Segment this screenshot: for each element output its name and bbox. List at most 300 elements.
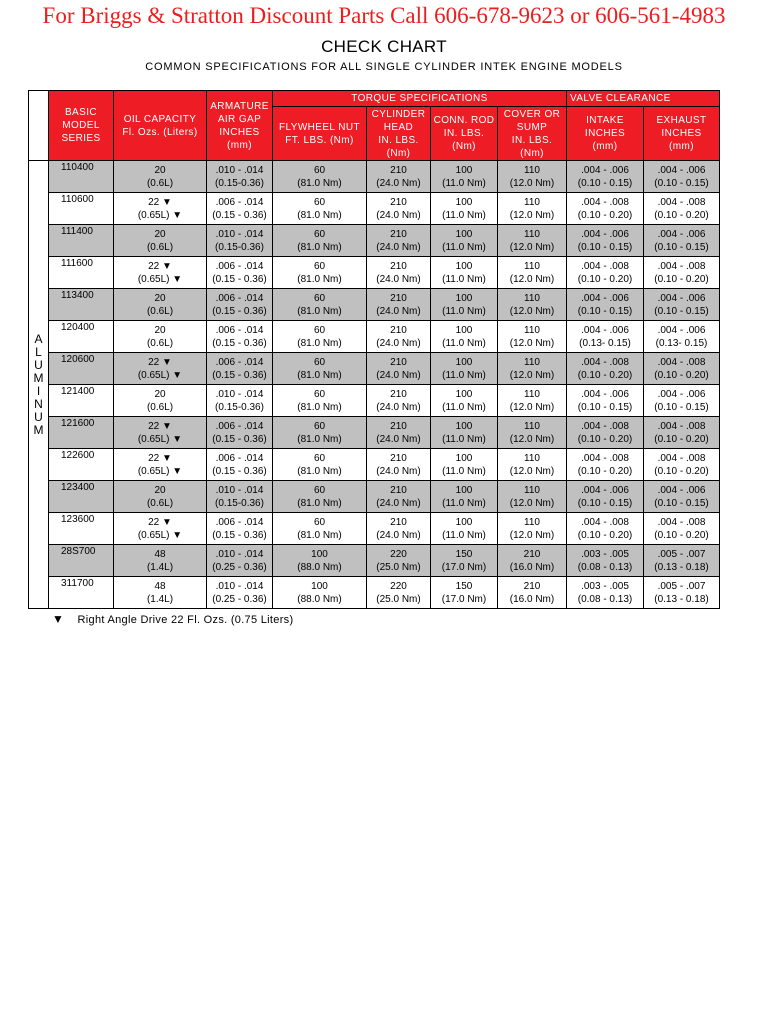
table-cell: [207, 449, 273, 481]
cell-metric: (12.0 Nm): [509, 465, 555, 477]
cell-metric: (16.0 Nm): [509, 561, 555, 573]
cell-metric: (17.0 Nm): [441, 593, 487, 605]
cell-value: 110: [524, 452, 540, 464]
table-cell: [49, 225, 114, 257]
cell-metric: (24.0 Nm): [376, 433, 421, 445]
cell-metric: (0.10 - 0.20): [577, 465, 633, 477]
cell-value: .004 - .006: [657, 484, 706, 496]
cell-value: 22 ▼: [148, 452, 172, 464]
cell-metric: (12.0 Nm): [509, 497, 555, 509]
cell-value: 210: [390, 516, 407, 528]
cell-value: 110: [524, 356, 540, 368]
table-cell: [498, 289, 567, 321]
table-cell: [431, 577, 498, 609]
cell-value: 210: [390, 260, 407, 272]
col-header-line: CONN. ROD: [433, 115, 495, 126]
cell-metric: (0.10 - 0.15): [654, 305, 709, 317]
cell-metric: (0.10 - 0.20): [577, 369, 633, 381]
cell-metric: (0.65L) ▼: [137, 209, 183, 221]
table-cell: [431, 193, 498, 225]
col-header-line: FT. LBS. (Nm): [285, 134, 354, 146]
cell-metric: (81.0 Nm): [297, 177, 342, 189]
cell-metric: (88.0 Nm): [297, 561, 342, 573]
cell-metric: (0.15 - 0.36): [212, 465, 267, 477]
table-cell: [431, 257, 498, 289]
cell-metric: (0.15 - 0.36): [212, 529, 267, 541]
cell-value: .010 - .014: [215, 228, 264, 240]
table-cell: [567, 577, 644, 609]
table-cell: [207, 321, 273, 353]
cell-metric: (0.08 - 0.13): [577, 593, 633, 605]
cell-value: 60: [313, 324, 326, 336]
table-cell: [644, 385, 720, 417]
table-cell: [644, 193, 720, 225]
table-cell: [567, 257, 644, 289]
table-cell: [207, 193, 273, 225]
table-cell: [431, 225, 498, 257]
col-header-cylinder-head: [367, 107, 431, 161]
col-header-line: AIR GAP: [217, 113, 262, 125]
cell-metric: (0.15 - 0.36): [212, 305, 267, 317]
table-cell: [207, 481, 273, 513]
table-cell: [567, 289, 644, 321]
table-cell: [644, 257, 720, 289]
col-header-line: INCHES: [661, 128, 702, 139]
cell-value: .003 - .005: [581, 548, 629, 560]
cell-metric: (0.10 - 0.20): [654, 209, 709, 221]
cell-metric: (11.0 Nm): [442, 497, 486, 509]
cell-value: 122600: [61, 450, 95, 461]
cell-metric: (11.0 Nm): [442, 401, 486, 413]
cell-value: .010 - .014: [215, 580, 264, 592]
cell-value: 48: [154, 548, 166, 560]
table-cell: [644, 545, 720, 577]
cell-value: 123400: [61, 482, 95, 493]
side-label-letter: U: [34, 409, 43, 424]
cell-value: 60: [313, 516, 326, 528]
cell-value: 28S700: [61, 546, 96, 557]
cell-value: 210: [390, 420, 407, 432]
table-cell: [431, 481, 498, 513]
cell-value: 121400: [61, 386, 95, 397]
cell-value: .004 - .008: [581, 420, 629, 432]
col-header-line: INCHES: [584, 128, 626, 139]
table-cell: [644, 353, 720, 385]
cell-metric: (24.0 Nm): [376, 273, 421, 285]
table-cell: [498, 481, 567, 513]
cell-metric: (0.15 - 0.36): [212, 369, 267, 381]
cell-value: .004 - .008: [581, 356, 629, 368]
table-cell: [567, 193, 644, 225]
table-cell: [367, 353, 431, 385]
cell-value: 210: [390, 484, 407, 496]
cell-value: 210: [390, 452, 407, 464]
cell-value: 100: [455, 196, 473, 208]
cell-value: .006 - .014: [215, 420, 264, 432]
cell-value: 110: [524, 420, 540, 432]
cell-value: .004 - .008: [657, 356, 706, 368]
table-row: [29, 417, 720, 449]
cell-metric: (81.0 Nm): [297, 529, 342, 541]
cell-value: 60: [313, 164, 326, 176]
col-header-line: BASIC: [64, 107, 97, 118]
cell-metric: (0.10 - 0.15): [654, 177, 709, 189]
table-cell: [431, 385, 498, 417]
cell-metric: (24.0 Nm): [376, 241, 421, 253]
cell-value: 110: [524, 260, 540, 272]
table-cell: [567, 513, 644, 545]
cell-value: .006 - .014: [215, 356, 264, 368]
table-cell: [431, 513, 498, 545]
table-cell: [49, 545, 114, 577]
table-cell: [49, 161, 114, 193]
cell-metric: (11.0 Nm): [442, 369, 486, 381]
table-row: [29, 321, 720, 353]
table-cell: [644, 449, 720, 481]
cell-metric: (24.0 Nm): [376, 465, 421, 477]
table-cell: [273, 417, 367, 449]
cell-metric: (81.0 Nm): [297, 273, 342, 285]
table-row: [29, 481, 720, 513]
cell-metric: (24.0 Nm): [376, 529, 421, 541]
cell-value: 22 ▼: [148, 356, 172, 368]
cell-metric: (0.10 - 0.15): [577, 497, 633, 509]
cell-value: .004 - .006: [581, 388, 629, 400]
cell-metric: (1.4L): [146, 561, 174, 573]
cell-value: 110: [524, 196, 540, 208]
table-cell: [273, 161, 367, 193]
table-cell: [498, 385, 567, 417]
cell-value: 22 ▼: [148, 196, 172, 208]
cell-value: .004 - .008: [657, 452, 706, 464]
table-cell: [273, 449, 367, 481]
cell-value: 210: [523, 580, 541, 592]
cell-metric: (12.0 Nm): [509, 209, 555, 221]
cell-value: 110400: [61, 162, 94, 173]
side-label-letter: I: [36, 383, 41, 398]
table-cell: [431, 321, 498, 353]
cell-metric: (11.0 Nm): [442, 337, 486, 349]
cell-value: 120600: [61, 354, 95, 365]
table-cell: [114, 385, 207, 417]
cell-value: 100: [455, 388, 473, 400]
col-header-flywheel: [273, 107, 367, 161]
table-cell: [498, 321, 567, 353]
table-cell: [114, 449, 207, 481]
cell-metric: (0.15 - 0.36): [212, 209, 267, 221]
table-cell: [498, 193, 567, 225]
table-row: [29, 577, 720, 609]
cell-value: .004 - .006: [581, 228, 629, 240]
cell-metric: (24.0 Nm): [376, 177, 421, 189]
col-header-armature: [207, 91, 273, 161]
cell-value: 311700: [61, 578, 94, 589]
cell-value: 210: [390, 324, 407, 336]
cell-metric: (11.0 Nm): [442, 465, 486, 477]
cell-value: .010 - .014: [215, 164, 264, 176]
table-cell: [114, 513, 207, 545]
spec-table: [28, 90, 720, 609]
table-cell: [644, 161, 720, 193]
cell-metric: (24.0 Nm): [376, 337, 421, 349]
cell-value: .005 - .007: [657, 580, 706, 592]
cell-metric: (12.0 Nm): [509, 529, 555, 541]
table-cell: [273, 289, 367, 321]
table-cell: [644, 513, 720, 545]
cell-metric: (12.0 Nm): [509, 401, 555, 413]
cell-metric: (0.6L): [146, 337, 174, 349]
cell-metric: (0.25 - 0.36): [212, 593, 267, 605]
cell-value: 100: [455, 164, 473, 176]
table-cell: [567, 321, 644, 353]
table-cell: [207, 577, 273, 609]
table-cell: [498, 225, 567, 257]
cell-metric: (0.10 - 0.20): [654, 273, 709, 285]
table-cell: [644, 321, 720, 353]
cell-metric: (0.10 - 0.15): [577, 305, 633, 317]
cell-metric: (0.65L) ▼: [137, 433, 183, 445]
cell-metric: (0.15 - 0.36): [212, 337, 267, 349]
cell-metric: (0.10 - 0.20): [654, 529, 709, 541]
cell-value: 60: [313, 452, 326, 464]
cell-metric: (12.0 Nm): [509, 241, 555, 253]
table-cell: [498, 257, 567, 289]
col-header-line: (Nm): [386, 147, 411, 159]
cell-metric: (24.0 Nm): [376, 401, 421, 413]
cell-metric: (0.10 - 0.15): [577, 241, 633, 253]
cell-metric: (16.0 Nm): [509, 593, 555, 605]
cell-value: 210: [390, 292, 407, 304]
cell-value: 20: [154, 292, 166, 304]
table-row: [29, 161, 720, 193]
cell-value: 100: [455, 484, 473, 496]
table-row: [29, 225, 720, 257]
cell-metric: (0.10 - 0.15): [654, 497, 709, 509]
table-cell: [49, 321, 114, 353]
group-header-valve: VALVE CLEARANCE: [567, 91, 720, 107]
table-cell: [367, 321, 431, 353]
group-header-torque: TORQUE SPECIFICATIONS: [273, 91, 567, 107]
table-cell: [114, 257, 207, 289]
table-cell: [114, 577, 207, 609]
table-cell: [498, 577, 567, 609]
cell-metric: (0.10 - 0.20): [654, 465, 709, 477]
table-cell: [49, 481, 114, 513]
material-side-label: [29, 161, 49, 609]
table-cell: [273, 353, 367, 385]
cell-value: 100: [455, 228, 473, 240]
cell-value: 60: [313, 196, 326, 208]
cell-metric: (81.0 Nm): [297, 209, 342, 221]
cell-metric: (0.65L) ▼: [137, 465, 183, 477]
cell-metric: (0.6L): [146, 241, 174, 253]
table-cell: [273, 513, 367, 545]
table-cell: [49, 193, 114, 225]
table-cell: [367, 193, 431, 225]
cell-value: .004 - .008: [657, 260, 706, 272]
cell-value: 111400: [61, 226, 93, 237]
table-cell: [367, 385, 431, 417]
cell-metric: (0.6L): [146, 305, 174, 317]
cell-metric: (12.0 Nm): [509, 305, 555, 317]
cell-metric: (0.65L) ▼: [137, 273, 183, 285]
table-cell: [273, 481, 367, 513]
table-cell: [567, 353, 644, 385]
cell-value: 22 ▼: [148, 260, 172, 272]
cell-value: .004 - .008: [581, 452, 629, 464]
cell-value: 22 ▼: [148, 420, 172, 432]
cell-value: .010 - .014: [215, 484, 264, 496]
col-header-line: INCHES: [219, 126, 260, 138]
cell-metric: (11.0 Nm): [442, 209, 486, 221]
table-cell: [207, 289, 273, 321]
table-cell: [498, 417, 567, 449]
cell-metric: (0.13- 0.15): [655, 337, 708, 349]
cell-metric: (0.10 - 0.20): [577, 273, 633, 285]
cell-value: .004 - .006: [657, 228, 706, 240]
cell-metric: (81.0 Nm): [297, 401, 342, 413]
table-cell: [49, 449, 114, 481]
cell-value: 100: [311, 580, 328, 592]
cell-value: 60: [313, 388, 326, 400]
col-header-line: HEAD: [383, 121, 414, 133]
table-cell: [498, 353, 567, 385]
table-cell: [367, 417, 431, 449]
cell-metric: (24.0 Nm): [376, 209, 421, 221]
table-cell: [567, 545, 644, 577]
cell-metric: (24.0 Nm): [376, 305, 421, 317]
cell-value: 220: [390, 580, 407, 592]
col-header-line: (Nm): [452, 141, 476, 152]
cell-metric: (12.0 Nm): [509, 273, 555, 285]
cell-value: 210: [390, 356, 407, 368]
cell-metric: (1.4L): [146, 593, 174, 605]
cell-value: .004 - .008: [657, 420, 706, 432]
cell-value: 20: [154, 324, 166, 336]
cell-metric: (11.0 Nm): [442, 177, 486, 189]
table-cell: [114, 289, 207, 321]
table-cell: [49, 257, 114, 289]
table-row: [29, 257, 720, 289]
cell-value: .004 - .006: [657, 164, 706, 176]
cell-value: 60: [313, 420, 326, 432]
cell-metric: (12.0 Nm): [509, 337, 555, 349]
side-label-letter: M: [33, 370, 44, 385]
col-header-intake: [567, 107, 644, 161]
cell-value: 210: [390, 164, 407, 176]
cell-value: 20: [154, 388, 166, 400]
cell-metric: (81.0 Nm): [297, 465, 342, 477]
cell-value: 113400: [61, 290, 94, 301]
cell-value: .003 - .005: [581, 580, 629, 592]
col-header-line: (mm): [592, 141, 618, 152]
cell-value: .004 - .006: [657, 292, 706, 304]
cell-metric: (0.15-0.36): [215, 497, 264, 509]
table-cell: [207, 417, 273, 449]
col-header-line: IN. LBS.: [443, 128, 485, 139]
table-cell: [49, 577, 114, 609]
cell-value: .004 - .008: [657, 196, 706, 208]
cell-metric: (0.15 - 0.36): [212, 433, 267, 445]
table-row: [29, 289, 720, 321]
cell-value: 60: [313, 260, 326, 272]
cell-value: 100: [455, 292, 473, 304]
cell-metric: (0.65L) ▼: [137, 529, 183, 541]
cell-value: .004 - .006: [657, 324, 706, 336]
table-cell: [273, 545, 367, 577]
table-cell: [207, 161, 273, 193]
cell-value: 100: [311, 548, 328, 560]
side-label-letter: A: [34, 331, 43, 346]
col-header-model: [49, 91, 114, 161]
table-cell: [367, 289, 431, 321]
col-header-line: INTAKE: [586, 115, 624, 126]
cell-value: 210: [390, 196, 407, 208]
cell-value: 60: [313, 292, 326, 304]
table-row: [29, 193, 720, 225]
cell-value: 220: [390, 548, 407, 560]
table-cell: [367, 481, 431, 513]
cell-value: 121600: [61, 418, 95, 429]
table-cell: [644, 481, 720, 513]
cell-value: .004 - .006: [581, 324, 629, 336]
table-cell: [498, 161, 567, 193]
cell-value: 100: [455, 260, 473, 272]
cell-value: .006 - .014: [215, 196, 264, 208]
cell-value: 20: [154, 484, 166, 496]
col-header-conn-rod: [431, 107, 498, 161]
table-cell: [644, 289, 720, 321]
cell-metric: (12.0 Nm): [509, 177, 555, 189]
down-triangle-icon: ▼: [52, 612, 65, 626]
table-cell: [644, 577, 720, 609]
table-row: [29, 545, 720, 577]
cell-value: .004 - .008: [581, 260, 629, 272]
table-cell: [207, 225, 273, 257]
cell-value: 111600: [61, 258, 93, 269]
cell-value: .004 - .008: [657, 516, 706, 528]
table-cell: [49, 417, 114, 449]
table-cell: [498, 545, 567, 577]
cell-value: 110: [524, 164, 540, 176]
cell-metric: (0.10 - 0.20): [577, 433, 633, 445]
cell-value: .006 - .014: [215, 452, 264, 464]
col-header-line: (mm): [227, 139, 252, 151]
cell-metric: (11.0 Nm): [442, 529, 486, 541]
table-cell: [207, 513, 273, 545]
table-cell: [431, 545, 498, 577]
page-title: CHECK CHART: [321, 37, 447, 56]
side-label-letter: U: [34, 357, 43, 372]
cell-value: .004 - .008: [581, 196, 629, 208]
cell-metric: (11.0 Nm): [442, 433, 486, 445]
cell-value: 20: [154, 228, 166, 240]
table-cell: [567, 161, 644, 193]
cell-value: 120400: [61, 322, 95, 333]
col-header-line: IN. LBS.: [378, 134, 419, 146]
table-cell: [114, 417, 207, 449]
table-cell: [273, 257, 367, 289]
col-header-line: IN. LBS.: [511, 134, 553, 146]
table-cell: [367, 257, 431, 289]
cell-value: 110: [524, 484, 540, 496]
cell-metric: (0.15-0.36): [215, 241, 264, 253]
table-cell: [367, 225, 431, 257]
cell-metric: (0.10 - 0.15): [654, 241, 709, 253]
cell-value: 110: [524, 388, 540, 400]
cell-metric: (0.65L) ▼: [137, 369, 183, 381]
cell-metric: (0.15-0.36): [215, 177, 264, 189]
